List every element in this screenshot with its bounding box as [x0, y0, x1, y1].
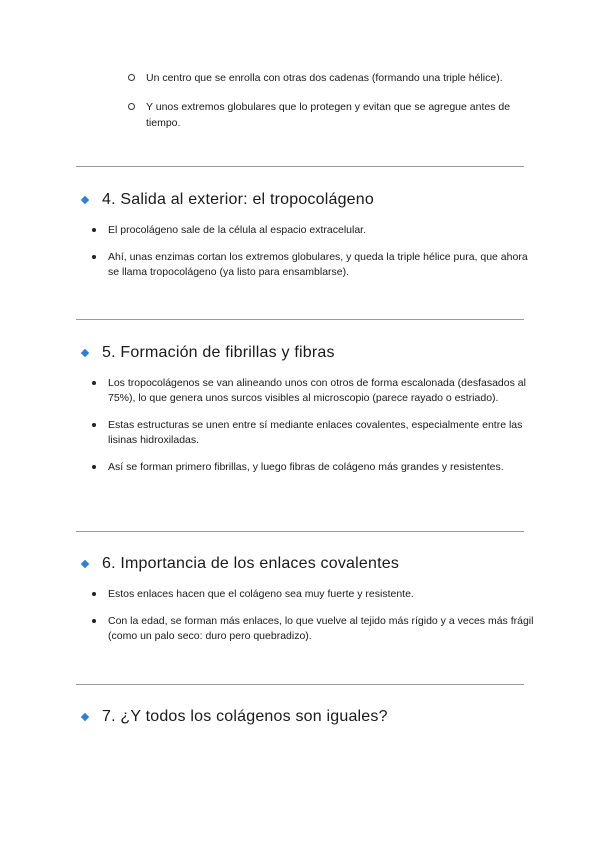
sub-bullet-list [128, 70, 538, 144]
sub-bullet-item: Un centro que se enrolla con otras dos cadenas (formando una triple hélice). [128, 70, 538, 86]
section-divider [76, 319, 524, 320]
diamond-bullet-icon [81, 196, 89, 204]
diamond-bullet-icon [81, 560, 89, 568]
diamond-bullet-icon [81, 713, 89, 721]
section-4 [76, 191, 536, 292]
bullet-item: El procolágeno sale de la célula al espacio extracelular. [92, 223, 536, 238]
sub-bullet-item: Y unos extremos globulares que lo protegen y evitan que se agregue antes de tiempo. [128, 99, 538, 131]
section-heading [76, 708, 536, 726]
diamond-bullet-icon [81, 349, 89, 357]
section-title: 4. Salida al exterior: el tropocolágeno [102, 191, 374, 208]
section-heading [76, 191, 536, 209]
bullet-item: Así se forman primero fibrillas, y luego fibras de colágeno más grandes y resistentes. [92, 460, 536, 475]
bullet-item: Los tropocolágenos se van alineando unos con otros de forma escalonada (desfasados al 75%), lo que genera unos surcos visibles al microscopio (parece rayado o estriado). [92, 376, 536, 406]
bullet-item: Estas estructuras se unen entre sí mediante enlaces covalentes, especialmente entre las lisinas hidroxiladas. [92, 418, 536, 448]
section-title: 7. ¿Y todos los colágenos son iguales? [102, 708, 388, 725]
section-divider [76, 684, 524, 685]
bullet-item: Con la edad, se forman más enlaces, lo que vuelve al tejido más rígido y a veces más frágil (como un palo seco: duro pero quebradizo). [92, 614, 536, 644]
section-5 [76, 344, 536, 487]
bullet-item: Estos enlaces hacen que el colágeno sea muy fuerte y resistente. [92, 587, 536, 602]
bullet-list [76, 587, 536, 644]
section-heading [76, 555, 536, 573]
section-title: 5. Formación de fibrillas y fibras [102, 344, 335, 361]
section-divider [76, 166, 524, 167]
bullet-list [76, 376, 536, 475]
bullet-list [76, 223, 536, 280]
section-7 [76, 708, 536, 726]
section-heading [76, 344, 536, 362]
section-6 [76, 555, 536, 656]
bullet-item: Ahí, unas enzimas cortan los extremos globulares, y queda la triple hélice pura, que ahora se llama tropocolágeno (ya listo para ensamblarse). [92, 250, 536, 280]
section-divider [76, 531, 524, 532]
section-title: 6. Importancia de los enlaces covalentes [102, 555, 400, 572]
